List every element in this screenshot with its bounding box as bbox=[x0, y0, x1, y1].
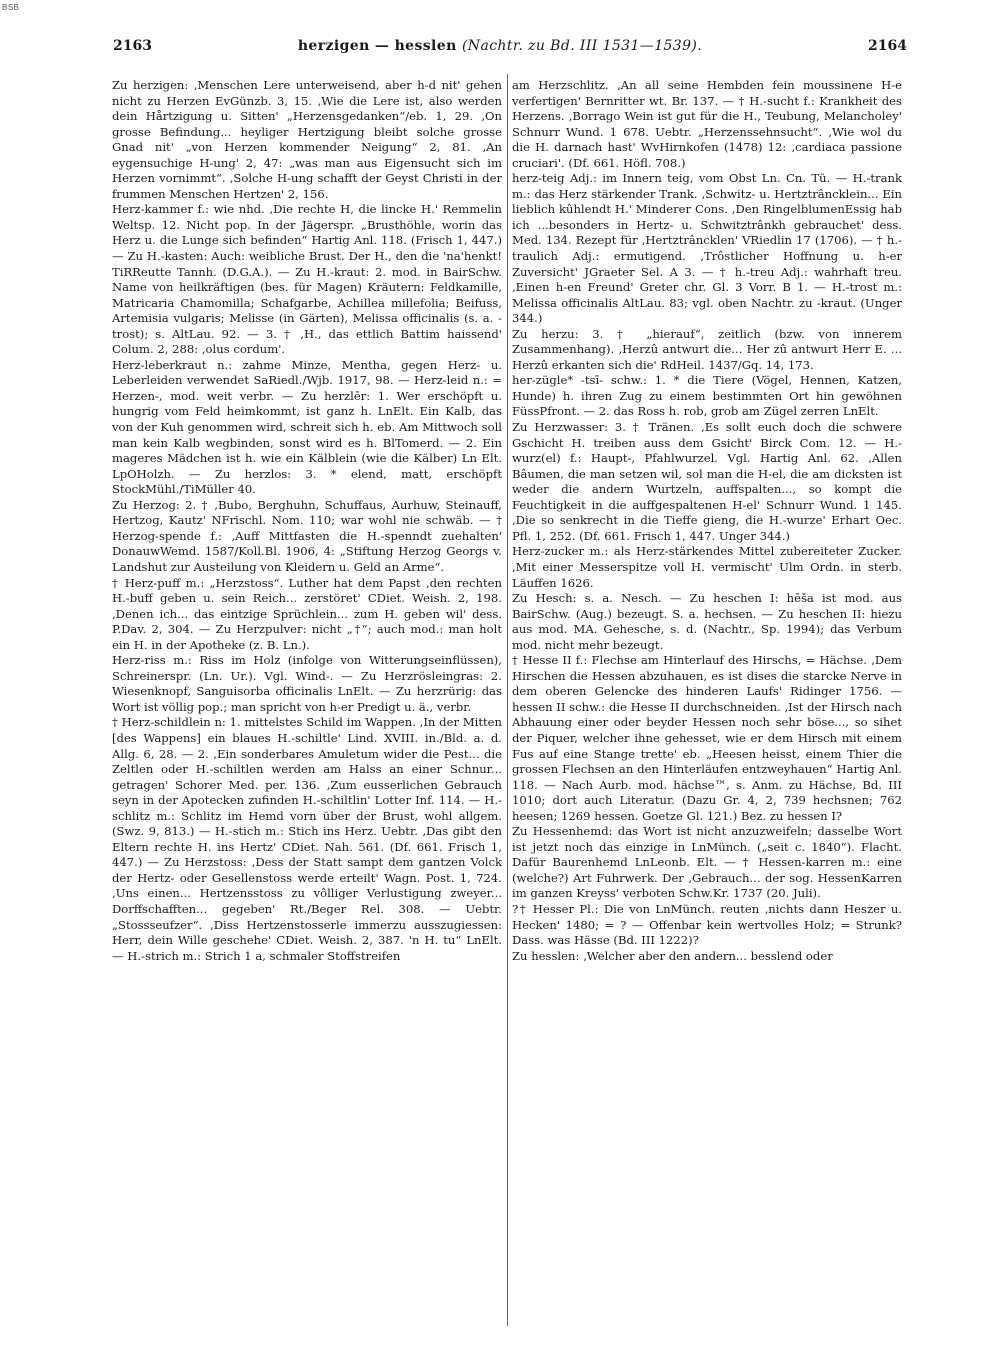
entry-herz-leberkraut: Herz-leberkraut n.: zahme Minze, Mentha, gegen Herz- u. Leberleiden verwendet SaRiedl./Wjb. 1917, 98. — Herz-leid n.: = Herzen-, mod. weit verbr. — Zu herzlēr: 1. Wer erschöpft u. hungrig vom Feld heimkommt, ist ganz h. LnElt. Ein Kalb, das von der Kuh genommen wird, schreit sich h. eb. Am Mittwoch soll man kein Kalb wegbinden, sonst wird es h. BlTomerd. — 2. Ein mageres Mädchen ist h. wie ein Kälblein (wie die Kälber) Ln Elt. LpOHolzh. — Zu herzlos: 3. * elend, matt, erschöpft StockMühl./TiMüller 40. bbox=[112, 357, 502, 497]
left-column bbox=[112, 78, 502, 964]
library-watermark: BSB bbox=[2, 3, 20, 12]
entry-herzu: Zu herzu: 3. † „hierauf“, zeitlich (bzw. von innerem Zusammenhang). ‚Herzû antwurt die... Her zû antwurt Herr E. ... Herzû erkanten sich die' RdHeil. 1437/Gq. 14, 173. bbox=[512, 326, 902, 372]
entry-herz-riss: Herz-riss m.: Riss im Holz (infolge von Witterungseinflüssen), Schreinerspr. (Ln. Ur.). Vgl. Wind-. — Zu Herzrösleingras: 2. Wiesenknopf, Sanguisorba officinalis LnElt. — Zu herzrürig: das Wort ist völlig pop.; man spricht von h-er Predigt u. ä., verbr. bbox=[112, 653, 502, 714]
entry-hesser: ?† Hesser Pl.: Die von LnMünch. reuten ‚nichts dann Heszer u. Hecken' 1480; = ? — Offenbar kein wertvolles Holz; = Strunk? Dass. was Hässe (Bd. III 1222)? bbox=[512, 901, 902, 948]
entry-herz-teig: herz-teig Adj.: im Innern teig, vom Obst Ln. Cn. Tü. — H.-trank m.: das Herz stärkender Trank. ‚Schwitz- u. Hertztrâncklein... Ein lieblich kûhlendt H.' Minderer Cons. ‚Den RingelblumenEssig hab ich ...besonders in Hertz- u. Schwitztrânkh gebrauchet' dess. Med. 134. Rezept für ‚Hertztrâncklen' VRiedlin 17 (1706). — † h.-traulich Adj.: ermutigend. ‚Trôstlicher Hoffnung u. h-er Zuversicht' JGraeter Sel. A 3. — † h.-treu Adj.: wahrhaft treu. ‚Einen h-en Freund' Greter chr. Gl. 3 Vorr. B 1. — H.-trost m.: Melissa officinalis AltLau. 83; vgl. oben Nachtr. zu -kraut. (Unger 344.) bbox=[512, 171, 902, 326]
running-title-sub: (Nachtr. zu Bd. III 1531—1539). bbox=[461, 38, 703, 54]
entry-herz-puff: † Herz-puff m.: „Herzstoss“. Luther hat dem Papst ‚den rechten H.-buff geben u. sein Reich... zerstöret' CDiet. Weish. 2, 198. ‚Denen ich... das eintzige Sprüchlein... zum H. geben wil' dess. P.Dav. 2, 304. — Zu Herzpulver: nicht „†“; auch mod.: man holt ein H. in der Apotheke (z. B. Ln.). bbox=[112, 575, 502, 652]
entry-hessenhemd: Zu Hessenhemd: das Wort ist nicht anzuzweifeln; dasselbe Wort ist jetzt noch das einzige in LnMünch. („seit c. 1840“). Flacht. Dafür Baurenhemd LnLeonb. Elt. — † Hessen-karren m.: eine (welche?) Art Fuhrwerk. Der ‚Gebrauch... der sog. HessenKarren im ganzen Kreyss' verboten Schw.Kr. 1737 (20. Juli). bbox=[512, 824, 902, 901]
running-title-main: herzigen — hesslen bbox=[297, 38, 457, 54]
page-header bbox=[0, 38, 1000, 58]
entry-herz-kammer: Herz-kammer f.: wie nhd. ‚Die rechte H, die lincke H.' Remmelin Weltsp. 12. Nicht pop. In der Jägerspr. „Brusthöhle, worin das Herz u. die Lunge sich befinden“ Hartig Anl. 118. (Frisch 1, 447.) — Zu H.-kasten: Auch: weibliche Brust. Der H., den die 'na'henkt! TiRReutte Tannh. (D.G.A.). — Zu H.-kraut: 2. mod. in BairSchw. Name von heilkräftigen (bes. für Magen) Kräutern: Feldkamille, Matricaria Chamomilla; Schafgarbe, Achillea millefolia; Beifuss, Artemisia vulgaris; Melisse (in Gärten), Melissa officinalis (s. a. -trost); s. AltLau. 92. — 3. † ‚H., das ettlich Battim haissend' Colum. 2, 288: ‚olus cordum'. bbox=[112, 202, 502, 357]
running-title bbox=[0, 38, 1000, 54]
entry-hesch: Zu Hesch: s. a. Nesch. — Zu heschen I: hēša ist mod. aus BairSchw. (Aug.) bezeugt. S. a. hechsen. — Zu heschen II: hiezu aus mod. MA. Gehesche, s. d. (Nachtr., Sp. 1994); das Verbum mod. nicht mehr bezeugt. bbox=[512, 591, 902, 652]
entry-herz-schildlein: † Herz-schildlein n: 1. mittelstes Schild im Wappen. ‚In der Mitten [des Wappens] ein blaues H.-schiltle' Lind. XVIII. in./Bld. a. d. Allg. 6, 28. — 2. ‚Ein sonderbares Amuletum wider die Pest... die Zeltlen oder H.-schiltlen werden am Halss an einer Schnur... getragen' Schorer Med. per. 136. ‚Zum eusserlichen Gebrauch seyn in der Apotecken zufinden H.-schiltlin' Lotter Inf. 114. — H.-schlitz m.: Schlitz im Hemd vorn über der Brust, wohl allgem. (Swz. 9, 813.) — H.-stich m.: Stich ins Herz. Uebtr. ‚Das gibt den Eltern rechte H. ins Hertz' CDiet. Nah. 561. (Df. 661. Frisch 1, 447.) — Zu Herzstoss: ‚Dess der Statt sampt dem gantzen Volck der Hertz- oder Gesellenstoss werde erteilt' Wagn. Post. 1, 724. ‚Uns einen... Hertzensstoss zu vôlliger Verlustigung zweyer... Dorffschafften... gegeben' Rt./Beger Rel. 308. — Uebtr. „Stossseufzer“. ‚Diss Hertzenstosserle immerzu ausszugiessen: Herr, dein Wille geschehe' CDiet. Weish. 2, 387. 'n H. tu“ LnElt. — H.-strich m.: Strich 1 a, schmaler Stoffstreifen bbox=[112, 715, 502, 963]
entry-herzwasser: Zu Herzwasser: 3. † Tränen. ‚Es sollt euch doch die schwere Gschicht H. treiben auss dem Gsicht' Birck Com. 12. — H.-wurz(el) f.: Haupt-, Pfahlwurzel. Vgl. Hartig Anl. 62. ‚Allen Bâumen, die man setzen wil, sol man die H-el, die am dicksten ist weder die andern Wurtzeln, auffspalten..., so kompt die Feuchtigkeit in die auffgespaltenen H-el' Schnurr Wund. 1 145. ‚Die so senkrecht in die Tieffe gieng, die H.-wurze' Erhart Oec. Pfl. 1, 252. (Df. 661. Frisch 1, 447. Unger 344.) bbox=[512, 420, 902, 543]
entry-herzog: Zu Herzog: 2. † ‚Bubo, Berghuhn, Schuffaus, Aurhuw, Steinauff, Hertzog, Kautz' NFrischl. Nom. 110; war wohl nie schwäb. — † Herzog-spende f.: ‚Auff Mittfasten die H.-spenndt zuehalten' DonauwWemd. 1587/Koll.Bl. 1906, 4: „Stiftung Herzog Georgs v. Landshut zur Austeilung von Kleidern u. Geld an Arme“. bbox=[112, 497, 502, 574]
column-divider bbox=[507, 74, 508, 1326]
entry-herz-zucker: Herz-zucker m.: als Herz-stärkendes Mittel zubereiteter Zucker. ‚Mit einer Messerspitze voll H. vermischt' Ulm Ordn. in sterb. Läuffen 1626. bbox=[512, 544, 902, 590]
entry-her-zuegle: her-zügle* -tsī- schw.: 1. * die Tiere (Vögel, Hennen, Katzen, Hunde) h. ihren Zug zu einem bestimmten Ort hin gewöhnen FüssPfront. — 2. das Ross h. rob, grob am Zügel zerren LnElt. bbox=[512, 373, 902, 419]
page-number-right: 2164 bbox=[868, 38, 907, 54]
entry-herzschlitz-cont: am Herzschlitz. ‚An all seine Hembden fein moussinene H-e verfertigen' Bernritter wt. Br. 137. — † H.-sucht f.: Krankheit des Herzens. ‚Borrago Wein ist gut für die H., Teubung, Melancholey' Schnurr Wund. 1 678. Uebtr. „Herzenssehnsucht“. ‚Wie wol du die H. darnach hast' WvHirnkofen (1478) 12: ‚cardiaca passione cruciari'. (Df. 661. Höfl. 708.) bbox=[512, 78, 902, 170]
entry-hesslen: Zu hesslen: ‚Welcher aber den andern... besslend oder bbox=[512, 948, 833, 963]
entry-herzigen: Zu herzigen: ‚Menschen Lere unterweisend, aber h-d nit' gehen nicht zu Herzen EvGünzb. 3, 15. ‚Wie die Lere ist, also werden dein Hårtzigung u. Sitten' „Herzensgedanken“/eb. 1, 29. ‚On grosse Befindung... heyliger Hertzigung bleibt solche grosse Gnad nit' „von Herzen kommender Neigung“ 2, 81. ‚An eygensuchige H-ung' 2, 47: „was man aus Eigensucht sich im Herzen vornimmt“. ‚Solche H-ung schafft der Geyst Christi in der frummen Menschen Hertzen' 2, 156. bbox=[112, 78, 502, 201]
right-column bbox=[512, 78, 902, 964]
page-number-left: 2163 bbox=[113, 38, 152, 54]
entry-hesse: † Hesse II f.: Flechse am Hinterlauf des Hirschs, = Hächse. ‚Dem Hirschen die Hessen abzuhauen, es ist dises die starcke Nerve in dem oberen Gelencke des hinderen Laufs' Ridinger 1756. — hessen II schw.: die Hesse II durchschneiden. ‚Ist der Hirsch nach Abhauung einer oder beyder Hessen noch sehr böse..., so sihet der Piquer, welcher ihne gehesset, wie er dem Hirsch mit einem Fus auf eine Stange trette' eb. „Heesen heisst, einem Thier die grossen Flechsen an den Hinterläufen entzweyhauen“ Hartig Anl. 118. — Nach Aurb. mod. hächse™, s. Anm. zu Hächse, Bd. III 1010; dort auch Literatur. (Dazu Gr. 4, 2, 739 hechsnen; 762 heesen; 1269 hessen. Goetze Gl. 121.) Bez. zu hessen I? bbox=[512, 653, 902, 823]
